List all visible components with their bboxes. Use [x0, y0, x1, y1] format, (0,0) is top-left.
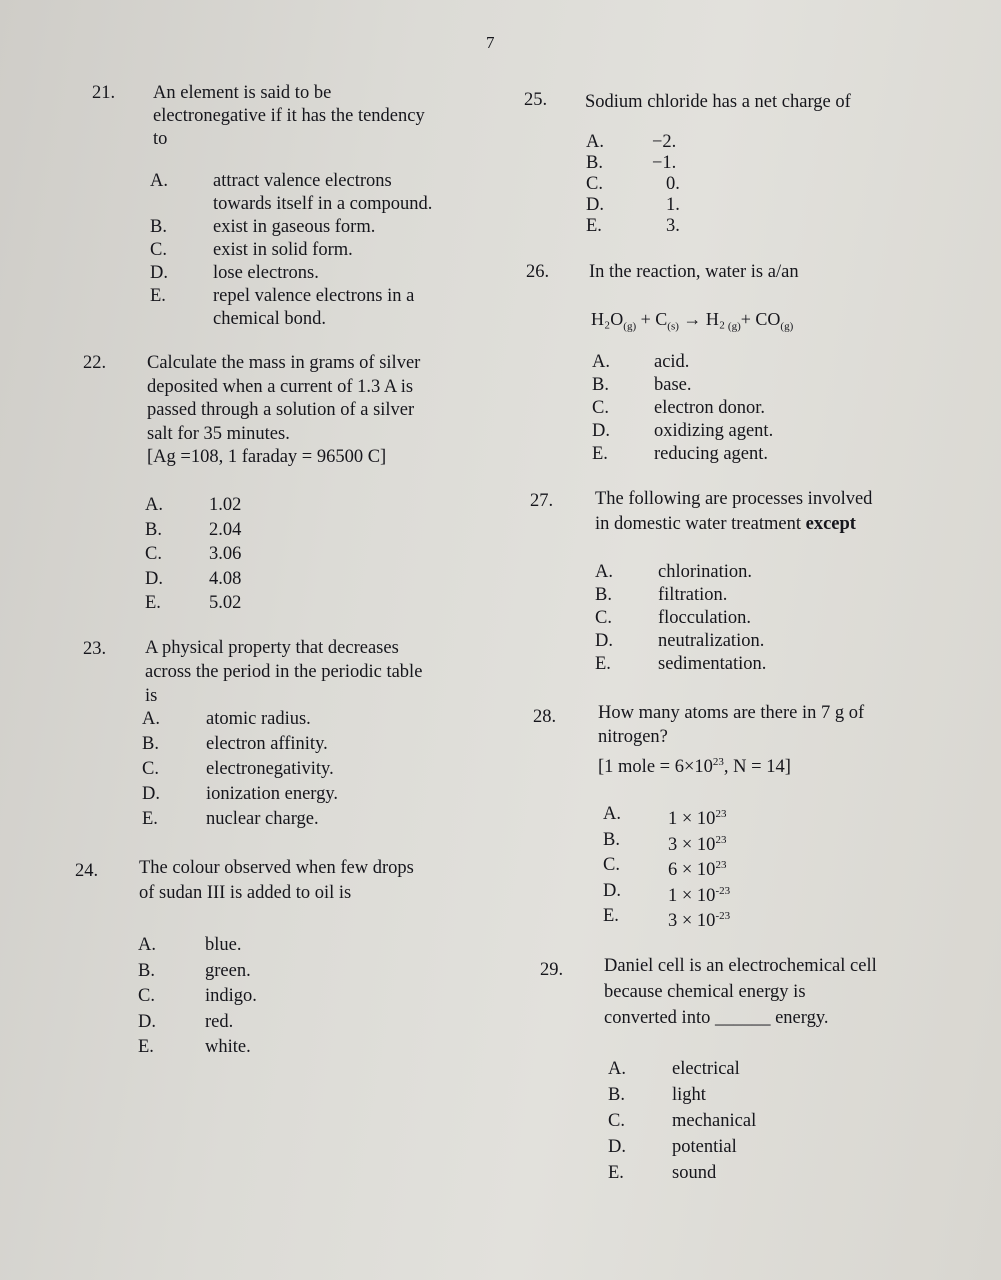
option-c[interactable]: C. indigo. — [138, 986, 257, 1006]
option-b[interactable]: B. green. — [138, 960, 251, 981]
question-stem: Sodium chloride has a net charge of — [585, 92, 851, 112]
question-given-data: [1 mole = $6\times 10^{23}$, N = 14] — [598, 756, 791, 778]
option-b[interactable]: B. base. — [592, 375, 692, 395]
option-a[interactable]: A. 1.02 — [145, 495, 242, 515]
option-b[interactable]: B. $3 \times 10^{23}$ — [603, 829, 727, 855]
option-list — [145, 494, 345, 617]
question-number: 29. — [540, 960, 564, 980]
option-c[interactable]: C. 3.06 — [145, 544, 242, 564]
option-list — [608, 1058, 858, 1188]
question-number: 22. — [83, 353, 107, 373]
option-list — [142, 708, 442, 833]
option-d[interactable]: D. 4.08 — [145, 568, 242, 589]
option-b[interactable]: B. −1. — [586, 153, 677, 173]
question-number: 25. — [524, 90, 548, 110]
question-number: 21. — [92, 83, 116, 103]
option-a[interactable]: A. chlorination. — [595, 562, 753, 582]
option-list — [595, 561, 845, 676]
option-d[interactable]: D. potential — [608, 1137, 737, 1157]
option-c[interactable]: C. mechanical — [608, 1111, 757, 1131]
question-number: 24. — [75, 861, 99, 881]
option-e[interactable]: E. sedimentation. — [595, 654, 767, 674]
option-e[interactable]: E. reducing agent. — [592, 444, 769, 464]
question-stem: In the reaction, water is a/an — [589, 262, 799, 282]
option-a[interactable]: A. atomic radius. — [142, 709, 311, 729]
question-number: 26. — [526, 262, 550, 282]
question-stem: Calculate the mass in grams of silver deposited when a current of 1.3 A is passed through a solution of a silver salt for 35 minutes. [Ag =108, 1 faraday = 96500 C] — [147, 353, 421, 467]
option-c[interactable]: C. 0. — [586, 174, 680, 194]
option-d[interactable]: D. $1 \times 10^{-23}$ — [603, 880, 731, 906]
option-b[interactable]: B. light — [608, 1085, 706, 1105]
option-d[interactable]: D. oxidizing agent. — [592, 421, 774, 441]
option-d[interactable]: D. ionization energy. — [142, 784, 339, 804]
page-number: 7 — [486, 33, 495, 52]
option-e[interactable]: E. sound — [608, 1163, 717, 1183]
option-a[interactable]: A. blue. — [138, 935, 242, 955]
option-e[interactable]: E. repel valence electrons in a chemical bond. — [150, 286, 415, 329]
option-e[interactable]: E. 5.02 — [145, 593, 242, 613]
option-e[interactable]: E. white. — [138, 1037, 251, 1057]
option-a[interactable]: A. −2. — [586, 132, 677, 152]
option-a[interactable]: A. $1 \times 10^{23}$ — [603, 804, 727, 830]
option-list — [138, 934, 338, 1062]
option-c[interactable]: C. flocculation. — [595, 608, 751, 628]
emphasis-except: except — [805, 514, 856, 534]
option-a[interactable]: A. acid. — [592, 352, 690, 372]
reaction-equation: $H_2O_{(g)} + C_{(s)} \to H_2$ $_{(g)}+ CO_{(g)}$ — [591, 309, 794, 333]
option-e[interactable]: E. 3. — [586, 216, 680, 236]
option-a[interactable]: A. electrical — [608, 1059, 740, 1079]
option-d[interactable]: D. red. — [138, 1011, 234, 1032]
option-c[interactable]: C. exist in solid form. — [150, 240, 353, 260]
option-list — [592, 351, 842, 466]
question-number: 27. — [530, 491, 554, 511]
question-stem: Daniel cell is an electrochemical cell because chemical energy is converted into ______ energy. — [604, 956, 877, 1028]
option-c[interactable]: C. electronegativity. — [142, 759, 334, 779]
question-number: 23. — [83, 639, 107, 659]
option-e[interactable]: E. nuclear charge. — [142, 809, 319, 829]
option-b[interactable]: B. exist in gaseous form. — [150, 217, 376, 237]
question-stem: The following are processes involved in domestic water treatment except — [595, 489, 873, 534]
option-c[interactable]: C. electron donor. — [592, 398, 765, 418]
question-stem: How many atoms are there in 7 g of nitrogen? — [598, 703, 865, 747]
option-a[interactable]: A. attract valence electrons towards itself in a compound. — [150, 171, 433, 214]
question-stem: The colour observed when few drops of sudan III is added to oil is — [139, 858, 414, 903]
option-b[interactable]: B. 2.04 — [145, 519, 242, 540]
question-stem: A physical property that decreases across the period in the periodic table is — [145, 638, 423, 706]
option-d[interactable]: D. neutralization. — [595, 631, 765, 651]
option-c[interactable]: C. $6 \times 10^{23}$ — [603, 855, 727, 881]
option-list — [150, 170, 480, 329]
option-b[interactable]: B. electron affinity. — [142, 734, 328, 754]
option-d[interactable]: D. lose electrons. — [150, 263, 319, 283]
option-list — [586, 132, 786, 237]
question-stem: An element is said to be electronegative if it has the tendency to — [153, 83, 425, 149]
option-b[interactable]: B. filtration. — [595, 585, 728, 605]
question-number: 28. — [533, 707, 557, 727]
option-list — [603, 803, 853, 931]
option-d[interactable]: D. 1. — [586, 195, 680, 215]
option-e[interactable]: E. $3 \times 10^{-23}$ — [603, 906, 731, 932]
